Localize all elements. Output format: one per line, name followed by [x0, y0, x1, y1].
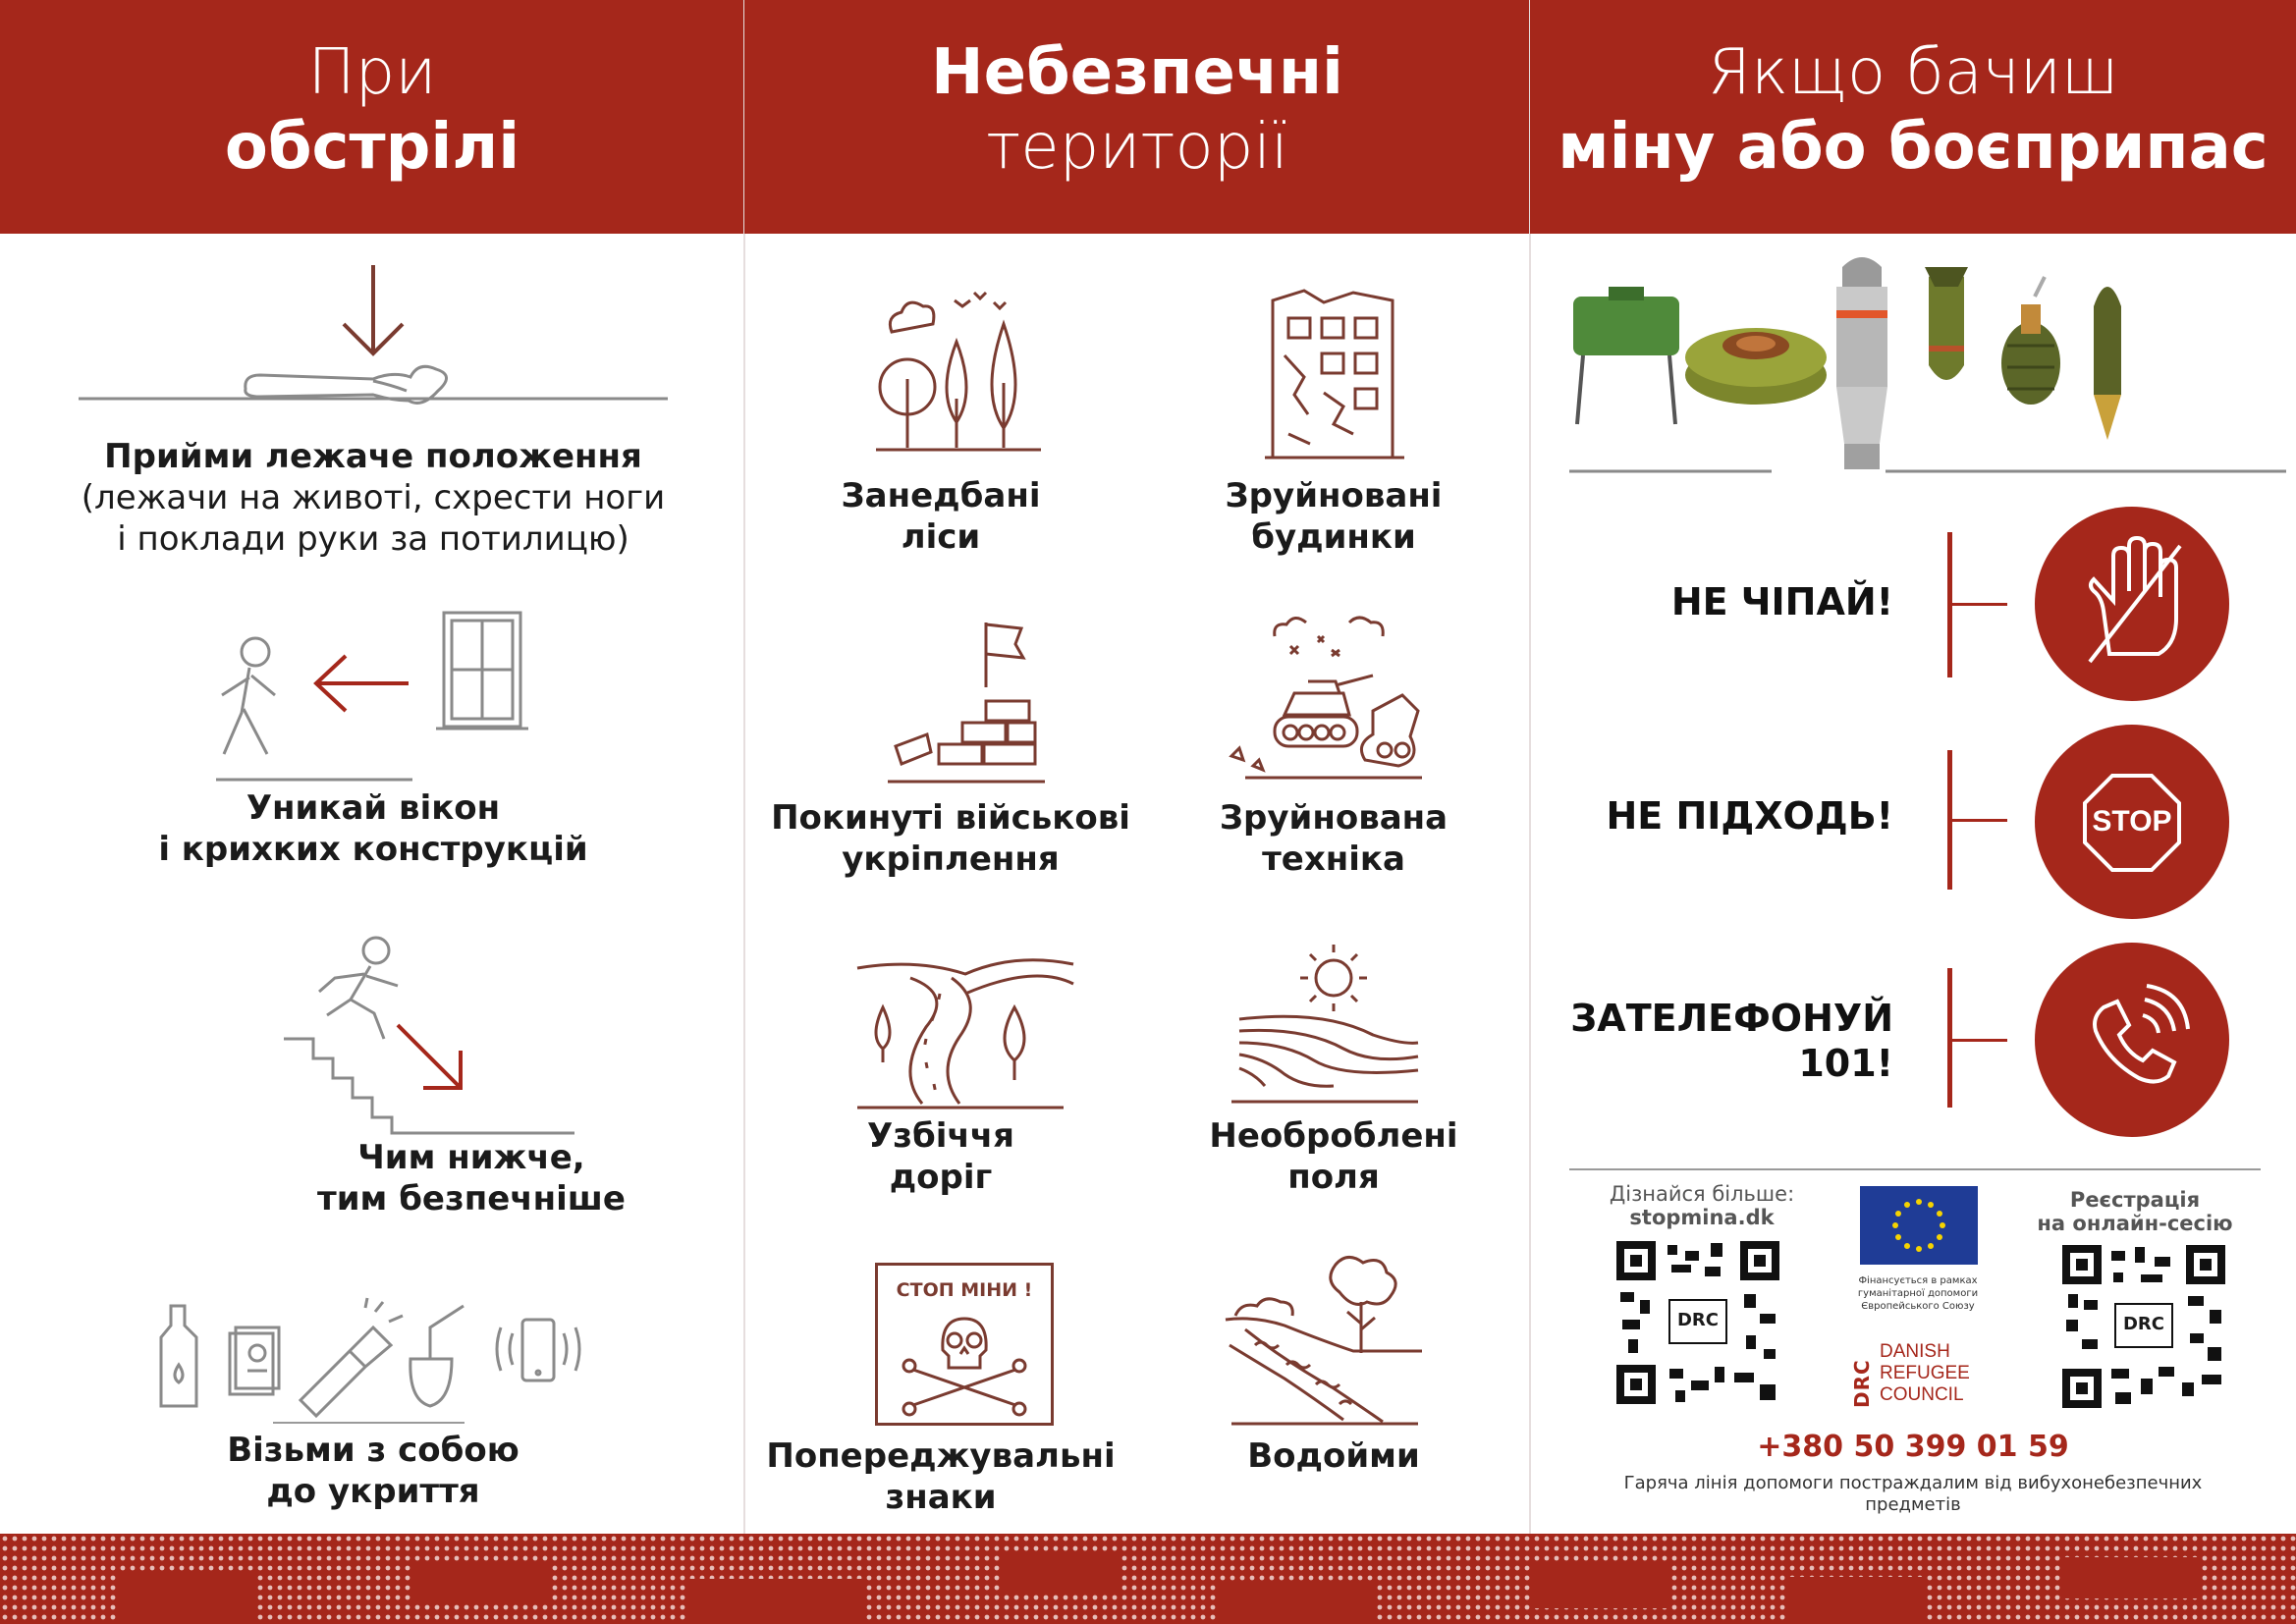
stop-sign-icon — [2035, 725, 2229, 919]
item1-line2: ліси — [901, 517, 981, 557]
item-abandoned-forests — [764, 475, 1118, 558]
uncultivated-fields-icon — [1226, 941, 1422, 1108]
destroyed-vehicles-icon — [1226, 613, 1432, 785]
warning3-bar — [1947, 968, 1952, 1108]
step2-line1: Уникай вікон — [246, 788, 501, 828]
footer-divider — [1569, 1168, 2261, 1170]
qr-code-registration[interactable] — [2062, 1245, 2225, 1408]
abandoned-forest-icon — [872, 285, 1049, 461]
step4-line1: Візьми з собою — [227, 1431, 519, 1470]
roadside-icon — [857, 954, 1073, 1111]
step3-line1: Чим нижче, — [357, 1138, 585, 1177]
mine-tripod-icon — [1573, 287, 1679, 424]
warning-call-101 — [1530, 996, 1893, 1086]
warning-dont-touch: НЕ ЧІПАЙ! — [1670, 580, 1893, 623]
eu-funding-line3: Європейського Союзу — [1861, 1301, 1975, 1312]
qr-code-website[interactable] — [1616, 1241, 1779, 1404]
panel-under-shelling — [0, 0, 744, 1624]
step1-sub2: і поклади руки за потилицю) — [117, 519, 629, 559]
warning-sign-text: СТОП МІНИ ! — [896, 1279, 1033, 1301]
warning3-connector — [1952, 1039, 2007, 1042]
warning3-line1: ЗАТЕЛЕФОНУЙ — [1570, 997, 1893, 1040]
drc-logo — [1850, 1341, 1997, 1408]
panel3-header-bold: міну або боєприпас — [1558, 111, 2269, 184]
item4-line2: техніка — [1262, 839, 1405, 879]
item2-line2: будинки — [1251, 517, 1416, 557]
drc-logo-mark — [1850, 1341, 1874, 1408]
drc-name-line1: DANISH — [1880, 1341, 1950, 1362]
avoid-windows-icon — [206, 607, 530, 784]
item5-line2: доріг — [889, 1158, 993, 1197]
warning3-line2: 101! — [1798, 1042, 1893, 1085]
drc-logo-letters: DRC — [1850, 1359, 1874, 1408]
mortar-shell-icon — [1925, 267, 1968, 380]
hotline-line1: Гаряча лінія допомоги постраждалим від вибухонебезпечних — [1623, 1473, 2203, 1493]
dot-pattern — [0, 1534, 2296, 1624]
item-warning-signs — [764, 1435, 1118, 1518]
phone-icon — [2035, 943, 2229, 1137]
eu-funding-note — [1825, 1274, 2011, 1313]
item-destroyed-vehicles — [1157, 797, 1510, 880]
qr-right-label: DRC — [2122, 1314, 2164, 1334]
item7-line1: Попереджувальні — [766, 1436, 1116, 1476]
step4-caption — [157, 1430, 589, 1512]
warning2-connector — [1952, 819, 2007, 822]
website-link[interactable]: stopmina.dk — [1629, 1206, 1775, 1229]
registration-line2: на онлайн-сесію — [2037, 1212, 2233, 1235]
panel-dangerous-territories — [744, 0, 1530, 1624]
bottom-dotted-band — [0, 1534, 2296, 1624]
item3-line1: Покинуті військові — [771, 798, 1130, 838]
stop-sign-text: STOP — [2092, 805, 2172, 838]
panel1-header-bold: обстрілі — [224, 111, 520, 184]
item-uncultivated-fields — [1157, 1115, 1510, 1198]
panel-if-you-see-mine — [1530, 0, 2296, 1624]
step4-line2: до укриття — [266, 1472, 480, 1511]
eu-funding-line2: гуманітарної допомоги — [1857, 1288, 1979, 1299]
fortification-icon — [888, 619, 1055, 785]
step4-divider — [273, 1422, 465, 1424]
drc-name-line2: REFUGEE — [1880, 1363, 1970, 1383]
lying-person-icon — [79, 263, 668, 430]
drc-name-line3: COUNCIL — [1880, 1384, 1964, 1405]
panel1-header-light: При — [307, 36, 437, 109]
step2-line2: і крихких конструкцій — [158, 830, 588, 869]
qr-left-label: DRC — [1676, 1310, 1719, 1330]
item-ruined-buildings — [1157, 475, 1510, 558]
registration-block — [2027, 1188, 2243, 1235]
learn-more-text: Дізнайся більше: — [1609, 1182, 1795, 1206]
item6-line1: Необроблені — [1209, 1116, 1458, 1156]
munitions-illustration — [1569, 247, 2286, 483]
panel2-header — [744, 0, 1530, 234]
item-roadsides — [764, 1115, 1118, 1198]
item6-line2: поля — [1287, 1158, 1380, 1197]
hotline-line2: предметів — [1865, 1494, 1961, 1515]
item4-line1: Зруйнована — [1219, 798, 1449, 838]
step1-sub1: (лежачи на животі, схрести ноги — [81, 478, 666, 517]
stairs-running-icon — [280, 931, 574, 1137]
panel2-header-bold: Небезпечні — [931, 36, 1343, 109]
item-abandoned-fortifications — [764, 797, 1137, 880]
water-bodies-icon — [1226, 1251, 1422, 1428]
warning1-connector — [1952, 603, 2007, 606]
panel3-header — [1530, 0, 2296, 234]
step3-line2: тим безпечніше — [317, 1179, 626, 1218]
ruined-building-icon — [1265, 287, 1412, 463]
warning-dont-approach: НЕ ПІДХОДЬ! — [1606, 794, 1893, 838]
panel2-header-light: території — [986, 111, 1288, 184]
learn-more-block — [1589, 1182, 1815, 1229]
registration-line1: Реєстрація — [2069, 1188, 2201, 1212]
item5-line1: Узбіччя — [867, 1116, 1014, 1156]
item7-line2: знаки — [885, 1478, 997, 1517]
panel1-header — [0, 0, 744, 234]
step1-caption — [39, 436, 707, 560]
grenade-icon — [2001, 277, 2060, 405]
shelter-items-icon — [157, 1298, 589, 1426]
item-water-bodies — [1157, 1435, 1510, 1477]
step3-caption — [255, 1137, 687, 1219]
panel3-header-light: Якщо бачиш — [1707, 36, 2119, 109]
warning-sign-icon — [875, 1263, 1054, 1426]
round-mine-icon — [1685, 328, 1827, 405]
eu-flag-logo — [1860, 1186, 1978, 1265]
hotline-description — [1550, 1473, 2276, 1516]
drc-logo-text — [1880, 1341, 1970, 1406]
item3-line2: укріплення — [842, 839, 1060, 879]
step1-title: Прийми лежаче положення — [104, 437, 642, 476]
item8-line1: Водойми — [1247, 1436, 1420, 1476]
rocket-shell-icon — [2094, 287, 2121, 440]
item1-line1: Занедбані — [841, 476, 1041, 515]
no-touch-hand-icon — [2035, 507, 2229, 701]
hotline-phone[interactable]: +380 50 399 01 59 — [1757, 1430, 2069, 1464]
eu-funding-line1: Фінансується в рамках — [1858, 1275, 1978, 1286]
eu-stars-icon — [1860, 1186, 1978, 1265]
cluster-munition-icon — [1836, 257, 1887, 469]
skull-crossbones-icon — [878, 1305, 1051, 1423]
item2-line1: Зруйновані — [1225, 476, 1443, 515]
step2-caption — [39, 787, 707, 870]
